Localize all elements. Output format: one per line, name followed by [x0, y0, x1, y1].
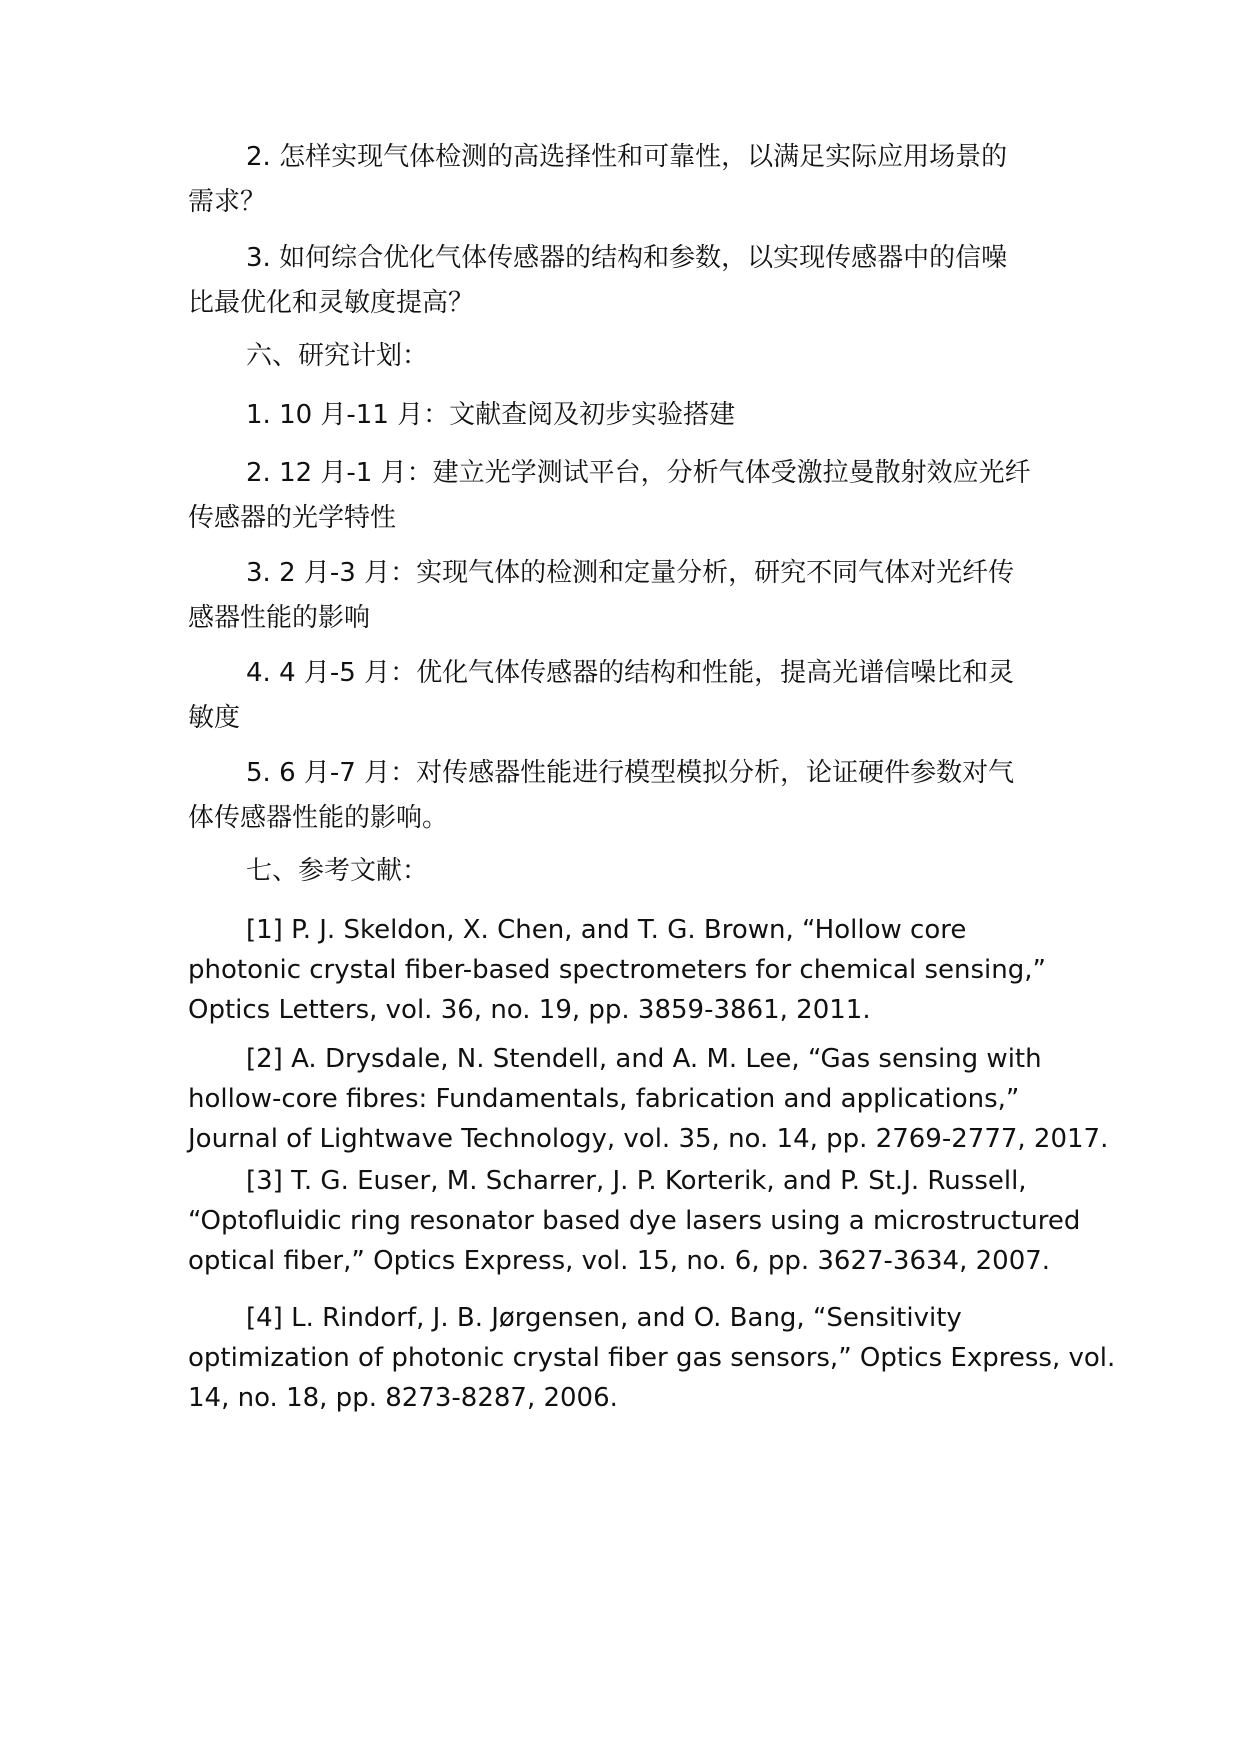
reference-1 [188, 910, 1058, 1030]
reference-4-line-2: optimization of photonic crystal fiber gas sensors,” Optics Express, vol. [188, 1343, 1116, 1373]
reference-2 [188, 1039, 1109, 1159]
reference-1-line-1: [1] P. J. Skeldon, X. Chen, and T. G. Brown, “Hollow core [246, 915, 967, 945]
reference-2-line-3: Journal of Lightwave Technology, vol. 35, no. 14, pp. 2769-2777, 2017. [188, 1124, 1109, 1154]
reference-3-line-2: “Optofluidic ring resonator based dye lasers using a microstructured [188, 1206, 1081, 1236]
reference-2-line-1: [2] A. Drysdale, N. Stendell, and A. M. Lee, “Gas sensing with [246, 1044, 1042, 1074]
plan-item-2-line-1: 2. 12 月-1 月：建立光学测试平台，分析气体受激拉曼散射效应光纤 [246, 458, 1031, 488]
question-2-line-2: 需求？ [188, 187, 267, 217]
plan-item-3 [188, 551, 1058, 641]
reference-3-line-1: [3] T. G. Euser, M. Scharrer, J. P. Korterik, and P. St.J. Russell, [246, 1166, 1027, 1196]
reference-4-line-1: [4] L. Rindorf, J. B. Jørgensen, and O. Bang, “Sensitivity [246, 1303, 962, 1333]
reference-1-line-3: Optics Letters, vol. 36, no. 19, pp. 3859-3861, 2011. [188, 995, 871, 1025]
plan-item-2-line-2: 传感器的光学特性 [188, 503, 397, 533]
question-2-line-1: 2. 怎样实现气体检测的高选择性和可靠性，以满足实际应用场景的 [246, 142, 1008, 172]
plan-item-1-line-1: 1. 10 月-11 月：文献查阅及初步实验搭建 [246, 400, 736, 430]
plan-item-2 [188, 451, 1058, 541]
question-3-line-2: 比最优化和灵敏度提高？ [188, 288, 475, 318]
plan-heading-text: 六、研究计划： [246, 341, 429, 371]
reference-2-line-2: hollow-core fibres: Fundamentals, fabrication and applications,” [188, 1084, 1020, 1114]
plan-item-4-line-2: 敏度 [188, 703, 241, 733]
reference-1-line-2: photonic crystal fiber-based spectrometers for chemical sensing,” [188, 955, 1046, 985]
references-heading [188, 849, 1058, 894]
plan-item-1 [188, 393, 1058, 438]
reference-4-line-3: 14, no. 18, pp. 8273-8287, 2006. [188, 1383, 618, 1413]
question-2 [188, 135, 1058, 225]
plan-heading [188, 334, 1058, 379]
references-heading-text: 七、参考文献： [246, 856, 429, 886]
reference-3-line-3: optical fiber,” Optics Express, vol. 15, no. 6, pp. 3627-3634, 2007. [188, 1246, 1051, 1276]
plan-item-5-line-1: 5. 6 月-7 月：对传感器性能进行模型模拟分析，论证硬件参数对气 [246, 758, 1015, 788]
question-3-line-1: 3. 如何综合优化气体传感器的结构和参数，以实现传感器中的信噪 [246, 243, 1008, 273]
reference-3 [188, 1161, 1081, 1281]
plan-item-3-line-2: 感器性能的影响 [188, 603, 371, 633]
plan-item-3-line-1: 3. 2 月-3 月：实现气体的检测和定量分析，研究不同气体对光纤传 [246, 558, 1015, 588]
reference-4 [188, 1298, 1116, 1418]
plan-item-4-line-1: 4. 4 月-5 月：优化气体传感器的结构和性能，提高光谱信噪比和灵 [246, 658, 1015, 688]
question-3 [188, 236, 1058, 326]
plan-item-5 [188, 751, 1058, 841]
plan-item-4 [188, 651, 1058, 741]
plan-item-5-line-2: 体传感器性能的影响。 [188, 803, 449, 833]
